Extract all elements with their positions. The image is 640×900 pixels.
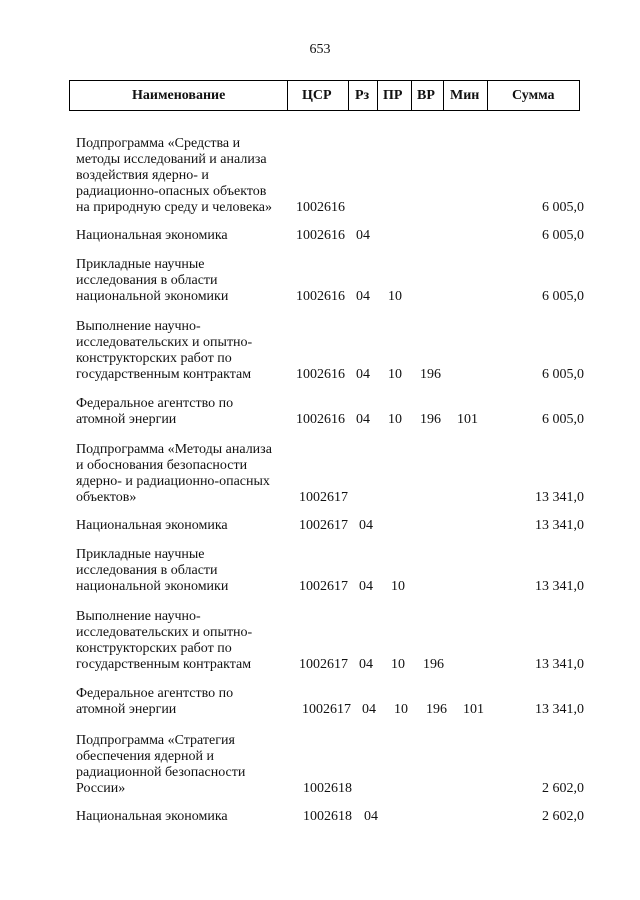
row-vr: 196 xyxy=(423,657,444,672)
row-name: Национальная экономика xyxy=(76,809,228,824)
row-sum: 13 341,0 xyxy=(535,657,584,672)
row-name: Выполнение научно- исследовательских и опытно- конструкторских работ по государственным контрактам xyxy=(76,319,253,382)
row-rz: 04 xyxy=(359,579,373,594)
row-rz: 04 xyxy=(356,412,370,427)
row-name: Выполнение научно- исследовательских и опытно- конструкторских работ по государственным контрактам xyxy=(76,609,253,672)
row-sum: 13 341,0 xyxy=(535,579,584,594)
row-rz: 04 xyxy=(364,809,378,824)
row-sum: 13 341,0 xyxy=(535,518,584,533)
row-pr: 10 xyxy=(394,702,408,717)
row-csr: 1002618 xyxy=(303,781,352,796)
row-vr: 196 xyxy=(426,702,447,717)
row-name: Прикладные научные исследования в области национальной экономики xyxy=(76,547,229,594)
row-vr: 196 xyxy=(420,412,441,427)
header-min: Мин xyxy=(450,88,480,103)
row-vr: 196 xyxy=(420,367,441,382)
row-name: Федеральное агентство по атомной энергии xyxy=(76,686,234,717)
row-sum: 13 341,0 xyxy=(535,702,584,717)
row-csr: 1002616 xyxy=(296,228,345,243)
row-csr: 1002616 xyxy=(296,200,345,215)
row-csr: 1002617 xyxy=(302,702,351,717)
row-rz: 04 xyxy=(356,367,370,382)
row-csr: 1002616 xyxy=(296,289,345,304)
header-pr: ПР xyxy=(383,88,403,103)
row-csr: 1002617 xyxy=(299,518,348,533)
page-number: 653 xyxy=(309,42,331,57)
row-pr: 10 xyxy=(391,657,405,672)
row-csr: 1002617 xyxy=(299,579,348,594)
row-csr: 1002616 xyxy=(296,367,345,382)
row-pr: 10 xyxy=(388,289,402,304)
row-rz: 04 xyxy=(356,289,370,304)
row-csr: 1002616 xyxy=(296,412,345,427)
row-sum: 2 602,0 xyxy=(542,781,584,796)
row-rz: 04 xyxy=(359,657,373,672)
row-name: Прикладные научные исследования в области национальной экономики xyxy=(76,257,229,304)
header-rz: Рз xyxy=(355,88,370,103)
row-sum: 6 005,0 xyxy=(542,228,584,243)
row-rz: 04 xyxy=(362,702,376,717)
header-sum: Сумма xyxy=(512,88,555,103)
row-sum: 6 005,0 xyxy=(542,200,584,215)
row-min: 101 xyxy=(457,412,478,427)
row-sum: 6 005,0 xyxy=(542,289,584,304)
row-rz: 04 xyxy=(359,518,373,533)
row-name: Подпрограмма «Средства и методы исследований и анализа воздействия ядерно- и радиационно-опасных объектов на природную среду и человека» xyxy=(76,136,273,215)
row-sum: 6 005,0 xyxy=(542,367,584,382)
row-csr: 1002617 xyxy=(299,490,348,505)
row-pr: 10 xyxy=(388,412,402,427)
row-name: Подпрограмма «Стратегия обеспечения ядерной и радиационной безопасности России» xyxy=(76,733,246,796)
row-rz: 04 xyxy=(356,228,370,243)
header-vr: ВР xyxy=(417,88,435,103)
row-name: Национальная экономика xyxy=(76,518,228,533)
row-min: 101 xyxy=(463,702,484,717)
row-name: Национальная экономика xyxy=(76,228,228,243)
row-sum: 13 341,0 xyxy=(535,490,584,505)
header-csr: ЦСР xyxy=(302,88,332,103)
row-pr: 10 xyxy=(388,367,402,382)
row-name: Подпрограмма «Методы анализа и обоснования безопасности ядерно- и радиационно-опасных объектов» xyxy=(76,442,272,505)
row-csr: 1002618 xyxy=(303,809,352,824)
row-pr: 10 xyxy=(391,579,405,594)
row-sum: 2 602,0 xyxy=(542,809,584,824)
row-sum: 6 005,0 xyxy=(542,412,584,427)
row-name: Федеральное агентство по атомной энергии xyxy=(76,396,234,427)
row-csr: 1002617 xyxy=(299,657,348,672)
header-name: Наименование xyxy=(132,88,226,103)
